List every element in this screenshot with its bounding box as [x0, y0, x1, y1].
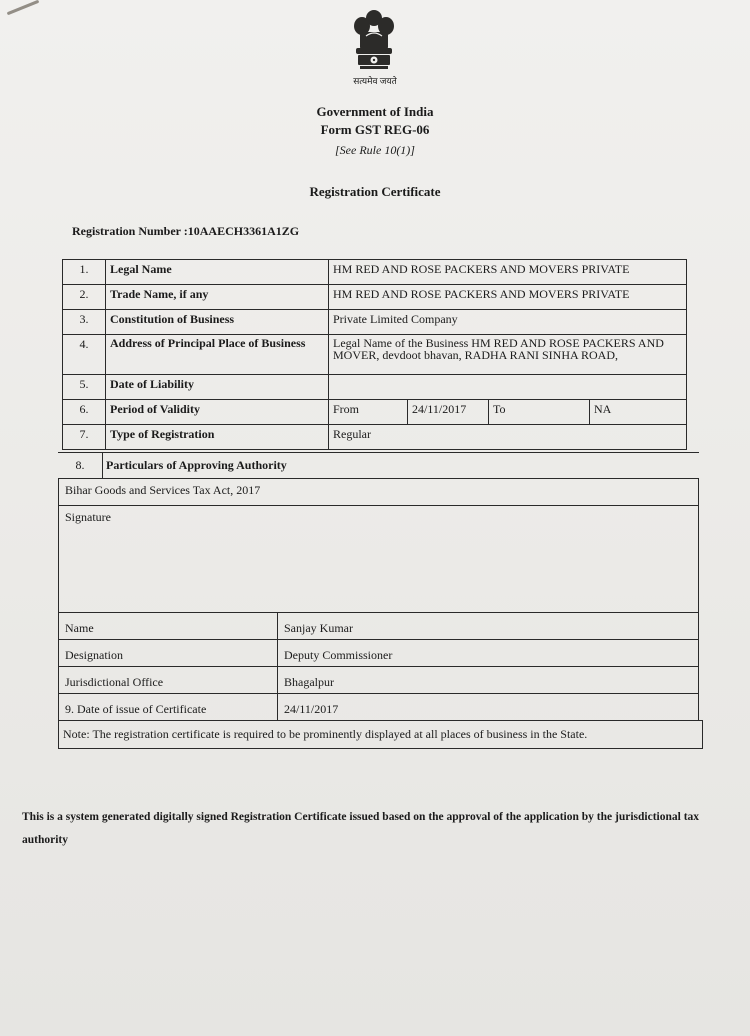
rule-reference: [See Rule 10(1)]: [335, 143, 415, 157]
certificate-title: Registration Certificate: [309, 184, 441, 199]
officer-name-label: Name: [59, 613, 278, 640]
row-number: 4.: [63, 335, 106, 375]
address-value: Legal Name of the Business HM RED AND ROSE PACKERS AND MOVER, devdoot bhavan, RADHA RANI SINHA ROAD,: [329, 335, 687, 375]
validity-to-label: To: [489, 400, 590, 425]
officer-details-table: [58, 612, 699, 721]
emblem-motto: सत्यमेव जयते: [353, 76, 397, 86]
tax-act: Bihar Goods and Services Tax Act, 2017: [58, 478, 699, 506]
row-number: 7.: [63, 425, 106, 450]
system-generated-footer: This is a system generated digitally signed Registration Certificate issued based on the approval of the application by the jurisdictional tax authority: [22, 811, 700, 846]
office-value: Bhagalpur: [278, 667, 699, 694]
row-number: 2.: [63, 285, 106, 310]
table-row: [63, 285, 687, 310]
approving-authority-label: Particulars of Approving Authority: [106, 458, 287, 472]
table-row: [59, 640, 699, 667]
form-number: Form GST REG-06: [320, 122, 430, 137]
validity-from-value: 24/11/2017: [408, 400, 489, 425]
table-row: [63, 375, 687, 400]
field-label: Constitution of Business: [106, 310, 329, 335]
display-note: Note: The registration certificate is required to be prominently displayed at all places of business in the State.: [58, 720, 703, 749]
registration-number: Registration Number :10AAECH3361A1ZG: [72, 224, 300, 238]
designation-label: Designation: [59, 640, 278, 667]
row-number: 1.: [63, 260, 106, 285]
table-row: [63, 260, 687, 285]
table-row: [63, 335, 687, 375]
issue-date-label: 9. Date of issue of Certificate: [59, 694, 278, 721]
officer-name-value: Sanjay Kumar: [278, 613, 699, 640]
row-number: 8.: [75, 458, 85, 472]
office-label: Jurisdictional Office: [59, 667, 278, 694]
table-row: [63, 310, 687, 335]
field-label: Date of Liability: [106, 375, 329, 400]
issue-date-value: 24/11/2017: [278, 694, 699, 721]
field-label: Address of Principal Place of Business: [106, 335, 329, 375]
field-label: Legal Name: [106, 260, 329, 285]
table-row: [59, 667, 699, 694]
validity-to-value: NA: [590, 400, 687, 425]
field-label: Type of Registration: [106, 425, 329, 450]
government-heading: Government of India: [316, 104, 434, 119]
constitution-value: Private Limited Company: [329, 310, 687, 335]
row-number: 5.: [63, 375, 106, 400]
signature-box: [58, 505, 699, 613]
designation-value: Deputy Commissioner: [278, 640, 699, 667]
table-row: [63, 425, 687, 450]
approving-authority-row: [58, 452, 699, 479]
field-label: Trade Name, if any: [106, 285, 329, 310]
table-row: [59, 694, 699, 721]
pen-mark: [7, 0, 40, 15]
row-number: 3.: [63, 310, 106, 335]
legal-name-value: HM RED AND ROSE PACKERS AND MOVERS PRIVATE: [329, 260, 687, 285]
registration-type-value: Regular: [329, 425, 687, 450]
table-row: [63, 400, 687, 425]
business-details-table: [62, 259, 687, 450]
signature-label: Signature: [65, 510, 111, 524]
trade-name-value: HM RED AND ROSE PACKERS AND MOVERS PRIVATE: [329, 285, 687, 310]
row-number: 6.: [63, 400, 106, 425]
field-label: Period of Validity: [106, 400, 329, 425]
validity-from-label: From: [329, 400, 408, 425]
ashoka-emblem-icon: [346, 6, 402, 76]
table-row: [59, 613, 699, 640]
liability-date-value: [329, 375, 687, 400]
